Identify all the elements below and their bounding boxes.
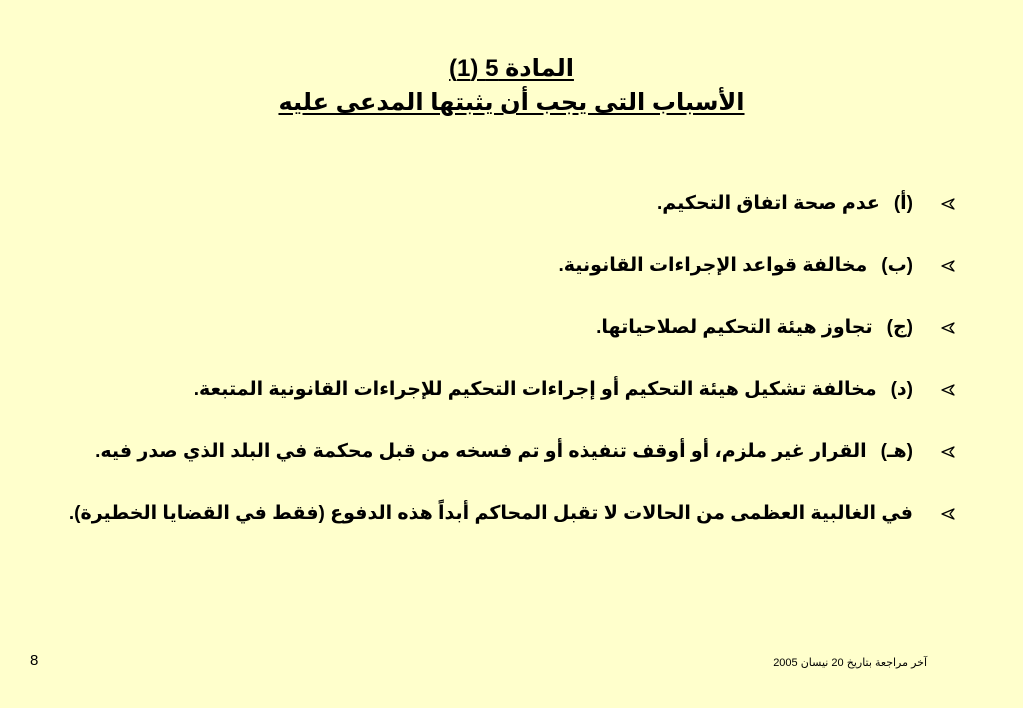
item-text: القرار غير ملزم، أو أوقف تنفيذه أو تم فسخه من قبل محكمة في البلد الذي صدر فيه. [95, 441, 867, 462]
item-label: (د) [890, 379, 913, 400]
page-number: 8 [30, 652, 39, 669]
item-text: عدم صحة اتفاق التحكيم. [657, 193, 880, 214]
slide-title [0, 52, 1023, 120]
arrowhead-bullet-icon [937, 190, 959, 218]
revision-date-note: آخر مراجعة بتاريخ 20 نيسان 2005 [773, 657, 927, 669]
item-label: (أ) [893, 193, 913, 214]
list-item [59, 314, 959, 376]
article-subheading: الأسباب التى يجب أن يثبتها المدعى عليه [278, 89, 745, 116]
arrowhead-bullet-icon [937, 314, 959, 342]
item-text: مخالفة قواعد الإجراءات القانونية. [558, 255, 868, 276]
list-item [59, 190, 959, 252]
arrowhead-bullet-icon [937, 500, 959, 528]
arrowhead-bullet-icon [937, 252, 959, 280]
bullet-list [59, 190, 959, 562]
item-label: (ج) [886, 317, 913, 338]
article-heading: المادة 5 (1) [449, 55, 574, 82]
item-label: (ب) [881, 255, 913, 276]
item-text: مخالفة تشكيل هيئة التحكيم أو إجراءات التحكيم للإجراءات القانونية المتبعة. [193, 379, 877, 400]
list-item [59, 376, 959, 438]
list-item [59, 252, 959, 314]
list-item [59, 500, 959, 562]
arrowhead-bullet-icon [937, 376, 959, 404]
item-label: (هـ) [880, 441, 913, 462]
item-text: تجاوز هيئة التحكيم لصلاحياتها. [596, 317, 873, 338]
item-text: في الغالبية العظمى من الحالات لا تقبل المحاكم أبداً هذه الدفوع (فقط في القضايا الخطيرة). [68, 503, 913, 524]
list-item [59, 438, 959, 500]
arrowhead-bullet-icon [937, 438, 959, 466]
